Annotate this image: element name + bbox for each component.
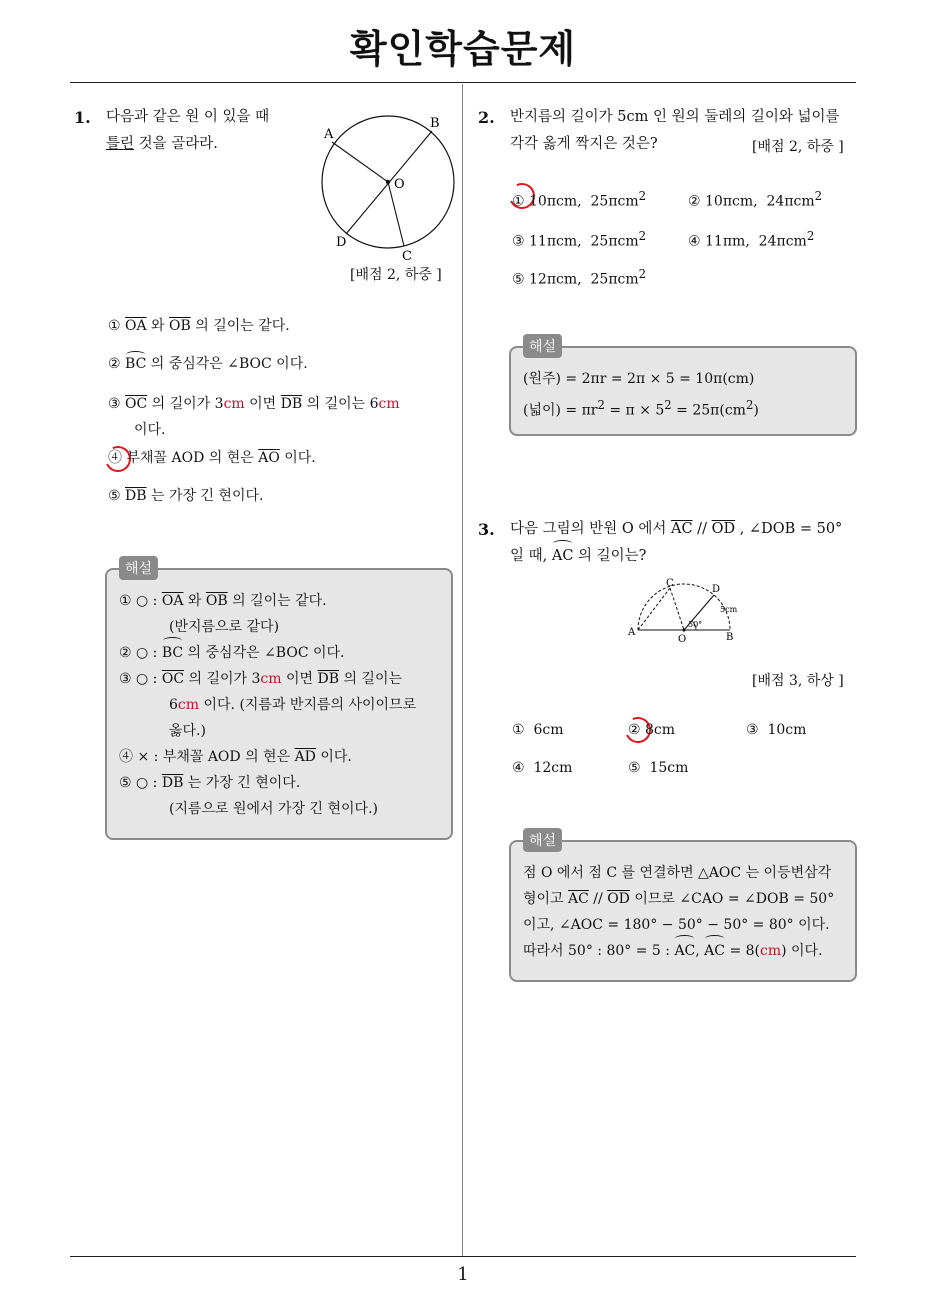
- option-text: 의 중심각은 ∠BOC 이다.: [146, 356, 308, 372]
- q2-option-1[interactable]: ① 10πcm, 25πcm$^2$: [512, 189, 647, 210]
- q1-option-2[interactable]: [108, 354, 308, 374]
- option-number: ③: [108, 396, 121, 412]
- option-text: 이다.: [279, 450, 316, 466]
- page-number: 1: [457, 1264, 469, 1285]
- q1-segment-oa: [332, 142, 388, 182]
- q3-sol-line-1: 점 O 에서 점 C 를 연결하면 △AOC 는 이등변삼각: [523, 865, 832, 881]
- q1-text-line1: 다음과 같은 원 이 있을 때: [106, 109, 270, 125]
- option-text: 의 길이는 같다.: [190, 318, 290, 334]
- q2-number: 2.: [478, 108, 495, 127]
- q3-text-line1: 다음 그림의 반원 O 에서 $\overline{AC} // \overline{OD}$ , ∠DOB = 50°: [510, 521, 843, 537]
- q1-sol-line-7: ④ × : 부채꼴 AOD 의 현은 $\overline{AD}$ 이다.: [119, 749, 352, 765]
- q3-label-b: B: [726, 632, 734, 643]
- option-text: 부채꼴 AOD 의 현은: [126, 450, 259, 466]
- q1-label-d: D: [336, 235, 347, 250]
- q1-option-3-cont: 이다.: [134, 422, 166, 438]
- q1-label-a: A: [324, 127, 334, 142]
- q3-solution-box: [509, 833, 857, 982]
- segment-label: $\overline{DB}$: [125, 488, 147, 504]
- q3-segment-co: [670, 588, 684, 630]
- unit-text: cm: [378, 396, 400, 412]
- q3-sol-line-4: 따라서 50° : 80° = 5 : AC, AC = 8(cm) 이다.: [523, 938, 834, 964]
- q3-center-point: [682, 628, 685, 631]
- q1-text-line2: [106, 131, 306, 158]
- q3-label-c: C: [666, 578, 674, 589]
- solution-tag: 해설: [119, 556, 158, 580]
- q1-option-5[interactable]: [108, 486, 263, 506]
- q1-number: 1.: [74, 108, 91, 127]
- q3-sol-line-3: 이고, ∠AOC = 180° − 50° − 50° = 80° 이다.: [523, 917, 830, 933]
- segment-label: $\overline{DB}$: [280, 396, 303, 412]
- column-divider: [462, 84, 463, 1256]
- option-text: 이면: [244, 396, 281, 412]
- solution-tag: 해설: [523, 334, 562, 358]
- q3-option-4[interactable]: ④ 12cm: [512, 760, 573, 776]
- segment-label: $\overline{OA}$: [125, 318, 147, 334]
- option-text: 의 길이는 6: [302, 396, 379, 412]
- q3-label-d: D: [712, 584, 721, 595]
- q2-option-2[interactable]: ② 10πcm, 24πcm$^2$: [688, 189, 823, 210]
- segment-label: $\overline{OB}$: [169, 318, 191, 334]
- q1-sol-line-5: 6cm 이다. (지름과 반지름의 사이이므로: [169, 697, 417, 713]
- q3-option-3[interactable]: ③ 10cm: [746, 722, 807, 738]
- q1-underlined-word: 틀린: [106, 136, 135, 152]
- page-title: 확인학습문제: [349, 27, 577, 71]
- q1-sol-line-6: 옳다.): [169, 723, 206, 739]
- q1-sol-line-3: ② ○ : BC 의 중심각은 ∠BOC 이다.: [119, 640, 416, 666]
- solution-tag: 해설: [523, 828, 562, 852]
- q3-label-length: 5cm: [720, 605, 738, 614]
- q1-sol-line-4: ③ ○ : $\overline{OC}$ 의 길이가 3cm 이면 $\overline{DB}$ 의 길이는: [119, 671, 402, 687]
- q1-sol-line-9: (지름으로 원에서 가장 긴 현이다.): [169, 801, 378, 817]
- q3-semicircle-figure: [626, 576, 746, 646]
- q2-solution-box: [509, 339, 857, 436]
- unit-text: cm: [223, 396, 245, 412]
- q3-label-o: O: [678, 634, 687, 645]
- q2-meta: [배점 2, 하중 ]: [752, 139, 844, 155]
- q3-number: 3.: [478, 520, 495, 539]
- q2-option-4[interactable]: ④ 11πm, 24πcm$^2$: [688, 229, 815, 250]
- q1-meta: [배점 2, 하중 ]: [350, 267, 442, 283]
- q1-circle-figure: [316, 110, 460, 262]
- option-text: 는 가장 긴 현이다.: [146, 488, 264, 504]
- option-text: 와: [146, 318, 170, 334]
- q1-option-4[interactable]: [108, 448, 316, 468]
- segment-label: $\overline{OC}$: [125, 396, 148, 412]
- header-rule: [70, 82, 856, 83]
- q3-text: [510, 516, 870, 570]
- option-number: ②: [108, 356, 121, 372]
- option-number: ①: [108, 318, 121, 334]
- q3-option-1[interactable]: ① 6cm: [512, 722, 564, 738]
- q1-text-line2-rest: 것을 골라라.: [134, 136, 218, 152]
- q1-sol-line-2: (반지름으로 같다): [169, 619, 280, 635]
- q1-text: [106, 104, 306, 158]
- q1-label-o: O: [394, 177, 405, 192]
- q1-center-point: [386, 180, 390, 184]
- q1-sol-line-1: ① ○ : $\overline{OA}$ 와 $\overline{OB}$ 의 길이는 같다.: [119, 593, 327, 609]
- q2-option-5[interactable]: ⑤ 12πcm, 25πcm$^2$: [512, 267, 647, 288]
- q3-label-angle: 50°: [688, 620, 703, 629]
- q1-option-1[interactable]: [108, 316, 290, 336]
- arc-label: BC: [125, 356, 147, 372]
- q1-label-c: C: [402, 249, 412, 262]
- q2-sol-line-2: (넓이) = $\pi r^2 = \pi \times 5^2 = 25\pi(cm^2)$: [523, 398, 759, 419]
- q1-solution-box: [105, 561, 453, 840]
- q2-text-line1: 반지름의 길이가 5cm 인 원의 둘레의 길이와 넓이를: [510, 109, 840, 125]
- q3-text-line2: 일 때, AC 의 길이는?: [510, 543, 870, 570]
- q3-option-2[interactable]: ② 8cm: [628, 722, 676, 738]
- option-number: ④: [108, 450, 122, 466]
- q3-label-a: A: [628, 627, 636, 638]
- q2-text-line2: 각각 옳게 짝지은 것은?: [510, 136, 658, 152]
- q2-sol-line-1: (원주) = 2πr = 2π × 5 = 10π(cm): [523, 371, 755, 387]
- footer-rule: [70, 1256, 856, 1257]
- segment-label: $\overline{AO}$: [258, 450, 280, 466]
- option-number: ⑤: [108, 488, 121, 504]
- option-text: 의 길이가 3: [147, 396, 224, 412]
- q1-option-3[interactable]: [108, 394, 400, 414]
- q2-option-3[interactable]: ③ 11πcm, 25πcm$^2$: [512, 229, 647, 250]
- q1-sol-line-8: ⑤ ○ : $\overline{DB}$ 는 가장 긴 현이다.: [119, 775, 301, 791]
- q3-option-5[interactable]: ⑤ 15cm: [628, 760, 689, 776]
- q3-meta: [배점 3, 하상 ]: [752, 673, 844, 689]
- q1-label-b: B: [430, 116, 440, 131]
- q3-sol-line-2: 형이고 $\overline{AC} // \overline{OD}$ 이므로 ∠CAO = ∠DOB = 50°: [523, 891, 835, 907]
